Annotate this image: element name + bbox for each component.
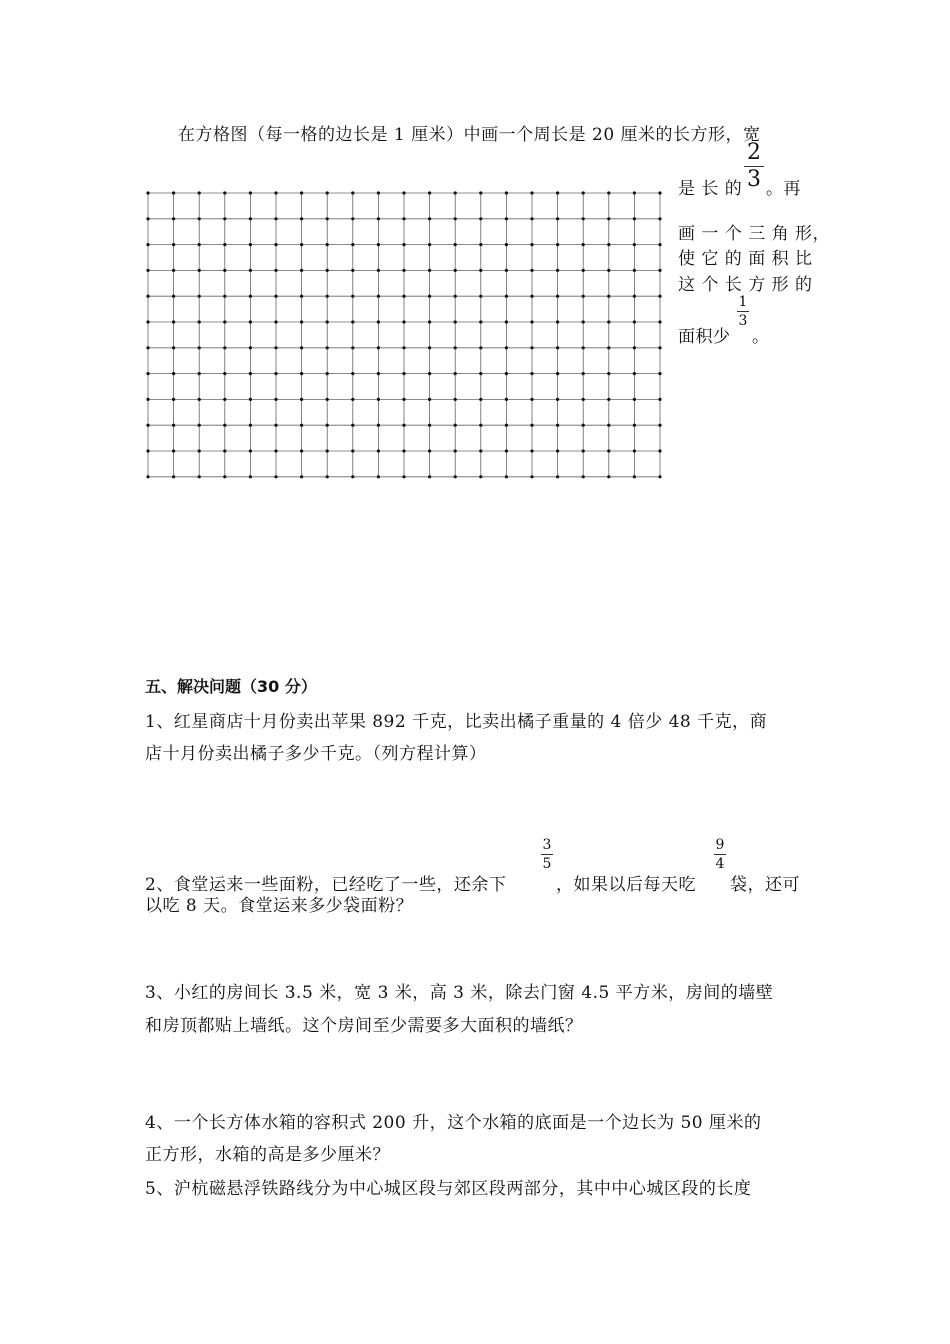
grid-dot[interactable] <box>505 398 508 401</box>
grid-dot[interactable] <box>172 372 175 375</box>
grid-dot[interactable] <box>530 295 533 298</box>
grid-dot[interactable] <box>556 295 559 298</box>
grid-dot[interactable] <box>658 372 661 375</box>
grid-dot[interactable] <box>172 191 175 194</box>
grid-dot[interactable] <box>479 217 482 220</box>
grid-dot[interactable] <box>505 295 508 298</box>
grid-dot[interactable] <box>428 243 431 246</box>
grid-dot[interactable] <box>249 295 252 298</box>
grid-dot[interactable] <box>351 346 354 349</box>
grid-dot[interactable] <box>402 372 405 375</box>
fraction-numerator: 1 <box>738 294 748 310</box>
grid-dot[interactable] <box>658 398 661 401</box>
fraction-one-third <box>737 295 749 328</box>
grid-dot[interactable] <box>479 449 482 452</box>
grid-dot[interactable] <box>582 475 585 478</box>
grid-dot[interactable] <box>607 475 610 478</box>
grid-dot[interactable] <box>300 398 303 401</box>
grid-dot[interactable] <box>582 449 585 452</box>
grid-dot[interactable] <box>223 243 226 246</box>
grid-dot[interactable] <box>428 475 431 478</box>
grid-dot[interactable] <box>454 269 457 272</box>
grid-problem-line5: 这 个 长 方 形 的 <box>678 275 813 295</box>
grid-dot[interactable] <box>607 398 610 401</box>
grid-dot[interactable] <box>300 424 303 427</box>
square-grid[interactable] <box>140 185 670 485</box>
grid-dot[interactable] <box>198 269 201 272</box>
grid-dot[interactable] <box>326 372 329 375</box>
grid-dot[interactable] <box>198 320 201 323</box>
grid-dot[interactable] <box>530 372 533 375</box>
grid-dot[interactable] <box>530 243 533 246</box>
grid-dot[interactable] <box>249 217 252 220</box>
grid-dot[interactable] <box>633 243 636 246</box>
grid-dot[interactable] <box>351 424 354 427</box>
grid-dot[interactable] <box>377 269 380 272</box>
grid-dot[interactable] <box>505 372 508 375</box>
grid-dot[interactable] <box>377 346 380 349</box>
grid-dot[interactable] <box>249 320 252 323</box>
grid-dot[interactable] <box>351 191 354 194</box>
question-2-mid: ，如果以后每天吃 <box>556 875 696 895</box>
question-1-line1: 1、红星商店十月份卖出苹果 892 千克，比卖出橘子重量的 4 倍少 48 千克，商 <box>145 712 768 732</box>
grid-dot[interactable] <box>377 320 380 323</box>
grid-dot[interactable] <box>223 191 226 194</box>
grid-dot[interactable] <box>607 217 610 220</box>
grid-dot[interactable] <box>172 424 175 427</box>
grid-dot[interactable] <box>198 449 201 452</box>
grid-dot[interactable] <box>428 217 431 220</box>
grid-dot[interactable] <box>454 372 457 375</box>
grid-dot[interactable] <box>607 269 610 272</box>
fraction-numerator: 3 <box>542 837 552 853</box>
grid-dot[interactable] <box>479 475 482 478</box>
grid-dot[interactable] <box>249 475 252 478</box>
grid-dot[interactable] <box>274 217 277 220</box>
grid-dot[interactable] <box>402 269 405 272</box>
question-3-line2: 和房顶都贴上墙纸。这个房间至少需要多大面积的墙纸？ <box>145 1016 583 1036</box>
grid-dot[interactable] <box>479 191 482 194</box>
grid-dot[interactable] <box>658 475 661 478</box>
grid-dot[interactable] <box>351 217 354 220</box>
grid-dot[interactable] <box>556 398 559 401</box>
grid-dot[interactable] <box>300 269 303 272</box>
grid-problem-line6-pre: 面积少 <box>678 327 731 347</box>
grid-dot[interactable] <box>402 346 405 349</box>
grid-dot[interactable] <box>377 191 380 194</box>
grid-dot[interactable] <box>300 475 303 478</box>
grid-dot[interactable] <box>351 449 354 452</box>
grid-dot[interactable] <box>505 243 508 246</box>
grid-dot[interactable] <box>172 295 175 298</box>
grid-dot[interactable] <box>582 320 585 323</box>
grid-problem-line3: 画 一 个 三 角 形， <box>678 224 831 244</box>
grid-dot[interactable] <box>300 217 303 220</box>
grid-dot[interactable] <box>274 346 277 349</box>
grid-dot[interactable] <box>249 346 252 349</box>
grid-dot[interactable] <box>172 243 175 246</box>
grid-dot[interactable] <box>607 295 610 298</box>
grid-dot[interactable] <box>402 243 405 246</box>
grid-dot[interactable] <box>274 243 277 246</box>
fraction-denominator: 3 <box>747 167 761 192</box>
grid-problem-line1: 在方格图（每一格的边长是 1 厘米）中画一个周长是 20 厘米的长方形，宽 <box>178 125 761 145</box>
grid-dot[interactable] <box>454 424 457 427</box>
grid-dot[interactable] <box>223 475 226 478</box>
grid-dot[interactable] <box>326 295 329 298</box>
grid-dot[interactable] <box>274 372 277 375</box>
grid-dot[interactable] <box>146 191 149 194</box>
grid-dot[interactable] <box>274 475 277 478</box>
grid-dot[interactable] <box>582 217 585 220</box>
grid-dot[interactable] <box>658 424 661 427</box>
grid-dot[interactable] <box>249 191 252 194</box>
grid-dot[interactable] <box>607 191 610 194</box>
grid-dot[interactable] <box>428 398 431 401</box>
grid-dot[interactable] <box>274 449 277 452</box>
grid-dot[interactable] <box>582 346 585 349</box>
grid-dot[interactable] <box>326 449 329 452</box>
grid-dot[interactable] <box>300 449 303 452</box>
grid-dot[interactable] <box>556 475 559 478</box>
grid-dot[interactable] <box>172 346 175 349</box>
grid-dot[interactable] <box>428 191 431 194</box>
fraction-denominator: 3 <box>738 313 748 329</box>
grid-dot[interactable] <box>326 346 329 349</box>
grid-dot[interactable] <box>377 295 380 298</box>
grid-dot[interactable] <box>633 372 636 375</box>
fraction-three-fifths <box>541 838 553 871</box>
fraction-denominator: 4 <box>715 856 725 872</box>
grid-dot[interactable] <box>658 449 661 452</box>
grid-dot[interactable] <box>582 398 585 401</box>
grid-dot[interactable] <box>351 269 354 272</box>
grid-dot[interactable] <box>377 475 380 478</box>
grid-dot[interactable] <box>223 346 226 349</box>
grid-dot[interactable] <box>607 424 610 427</box>
grid-dot[interactable] <box>274 295 277 298</box>
grid-dot[interactable] <box>582 372 585 375</box>
grid-dot[interactable] <box>454 243 457 246</box>
fraction-two-thirds <box>744 142 764 191</box>
grid-dot[interactable] <box>633 449 636 452</box>
grid-dot[interactable] <box>402 295 405 298</box>
grid-dot[interactable] <box>658 191 661 194</box>
grid-dot[interactable] <box>402 320 405 323</box>
grid-dot[interactable] <box>530 320 533 323</box>
grid-dot[interactable] <box>223 398 226 401</box>
grid-dot[interactable] <box>607 346 610 349</box>
question-2-pre: 2、食堂运来一些面粉，已经吃了一些，还余下 <box>145 875 507 895</box>
grid-dot[interactable] <box>223 295 226 298</box>
question-2-post: 袋，还可 <box>730 875 800 895</box>
grid-dot[interactable] <box>274 424 277 427</box>
grid-dot[interactable] <box>198 243 201 246</box>
grid-dot[interactable] <box>146 398 149 401</box>
grid-dot[interactable] <box>505 191 508 194</box>
grid-dot[interactable] <box>582 269 585 272</box>
grid-dot[interactable] <box>530 398 533 401</box>
grid-dot[interactable] <box>300 191 303 194</box>
grid-dot[interactable] <box>274 320 277 323</box>
grid-dot[interactable] <box>172 217 175 220</box>
grid-dot[interactable] <box>505 269 508 272</box>
question-4-line2: 正方形，水箱的高是多少厘米？ <box>145 1145 390 1165</box>
grid-dot[interactable] <box>556 346 559 349</box>
grid-dot[interactable] <box>377 217 380 220</box>
grid-dot[interactable] <box>479 295 482 298</box>
grid-dot[interactable] <box>146 295 149 298</box>
grid-dot[interactable] <box>607 372 610 375</box>
grid-dot[interactable] <box>223 372 226 375</box>
grid-dot[interactable] <box>198 475 201 478</box>
grid-problem-line2-post: 。再 <box>766 179 801 199</box>
grid-dot[interactable] <box>582 243 585 246</box>
question-3-line1: 3、小红的房间长 3.5 米，宽 3 米，高 3 米，除去门窗 4.5 平方米，房间的墙壁 <box>145 983 774 1003</box>
grid-dot[interactable] <box>454 295 457 298</box>
grid-dot[interactable] <box>402 449 405 452</box>
grid-dot[interactable] <box>658 217 661 220</box>
fraction-denominator: 5 <box>542 856 552 872</box>
question-5-line1: 5、沪杭磁悬浮铁路线分为中心城区段与郊区段两部分，其中中心城区段的长度 <box>145 1179 752 1199</box>
grid-dot[interactable] <box>351 320 354 323</box>
grid-problem-line4: 使 它 的 面 积 比 <box>678 249 813 269</box>
grid-dot[interactable] <box>479 320 482 323</box>
grid-dot[interactable] <box>428 424 431 427</box>
grid-dot[interactable] <box>198 191 201 194</box>
grid-dot[interactable] <box>505 449 508 452</box>
grid-dot[interactable] <box>249 449 252 452</box>
grid-dot[interactable] <box>274 269 277 272</box>
grid-dot[interactable] <box>607 320 610 323</box>
grid-dot[interactable] <box>198 346 201 349</box>
grid-dot[interactable] <box>198 398 201 401</box>
grid-dot[interactable] <box>326 398 329 401</box>
grid-dot[interactable] <box>146 217 149 220</box>
grid-dot[interactable] <box>402 424 405 427</box>
grid-dot[interactable] <box>223 269 226 272</box>
grid-dot[interactable] <box>172 398 175 401</box>
grid-dot[interactable] <box>479 243 482 246</box>
grid-dot[interactable] <box>479 372 482 375</box>
grid-dot[interactable] <box>223 449 226 452</box>
grid-dot[interactable] <box>198 295 201 298</box>
grid-dot[interactable] <box>274 398 277 401</box>
grid-dot[interactable] <box>172 269 175 272</box>
grid-dot[interactable] <box>223 217 226 220</box>
grid-dot[interactable] <box>556 191 559 194</box>
grid-dot[interactable] <box>300 320 303 323</box>
grid-dot[interactable] <box>172 320 175 323</box>
grid-dot[interactable] <box>505 475 508 478</box>
grid-dot[interactable] <box>658 269 661 272</box>
grid-dot[interactable] <box>479 398 482 401</box>
grid-dot[interactable] <box>326 243 329 246</box>
grid-dot[interactable] <box>198 424 201 427</box>
fraction-numerator: 2 <box>747 140 761 165</box>
grid-dot[interactable] <box>172 449 175 452</box>
grid-dot[interactable] <box>505 346 508 349</box>
grid-dot[interactable] <box>223 320 226 323</box>
grid-dot[interactable] <box>351 475 354 478</box>
grid-dot[interactable] <box>633 475 636 478</box>
grid-dot[interactable] <box>582 424 585 427</box>
grid-dot[interactable] <box>428 449 431 452</box>
grid-dot[interactable] <box>505 320 508 323</box>
grid-dot[interactable] <box>428 320 431 323</box>
grid-dot[interactable] <box>633 346 636 349</box>
grid-dot[interactable] <box>556 320 559 323</box>
grid-dot[interactable] <box>146 269 149 272</box>
grid-dot[interactable] <box>146 424 149 427</box>
fraction-numerator: 9 <box>715 837 725 853</box>
fraction-nine-fourths <box>714 838 726 871</box>
grid-dot[interactable] <box>556 372 559 375</box>
grid-dot[interactable] <box>326 217 329 220</box>
grid-dot[interactable] <box>633 424 636 427</box>
grid-dot[interactable] <box>556 243 559 246</box>
grid-dot[interactable] <box>146 372 149 375</box>
question-2-line2: 以吃 8 天。食堂运来多少袋面粉？ <box>145 896 414 916</box>
grid-dot[interactable] <box>351 243 354 246</box>
question-4-line1: 4、一个长方体水箱的容积式 200 升，这个水箱的底面是一个边长为 50 厘米的 <box>145 1113 762 1133</box>
grid-dot[interactable] <box>530 424 533 427</box>
section-heading: 五、解决问题（30 分） <box>145 677 317 696</box>
grid-dot[interactable] <box>249 424 252 427</box>
grid-dot[interactable] <box>326 269 329 272</box>
grid-problem-line2-pre: 是 长 的 <box>678 179 743 199</box>
grid-dot[interactable] <box>556 424 559 427</box>
grid-dot[interactable] <box>633 269 636 272</box>
grid-dot[interactable] <box>633 320 636 323</box>
grid-dot[interactable] <box>351 295 354 298</box>
grid-dot[interactable] <box>454 217 457 220</box>
grid-dot[interactable] <box>146 320 149 323</box>
grid-dot[interactable] <box>556 217 559 220</box>
question-1-line2: 店十月份卖出橘子多少千克。（列方程计算） <box>145 744 487 764</box>
grid-dot[interactable] <box>428 269 431 272</box>
grid-dot[interactable] <box>326 424 329 427</box>
grid-dot[interactable] <box>146 243 149 246</box>
grid-dot[interactable] <box>530 475 533 478</box>
grid-problem-line6-post: 。 <box>752 327 770 347</box>
grid-dot[interactable] <box>530 191 533 194</box>
grid-dot[interactable] <box>658 295 661 298</box>
grid-dot[interactable] <box>198 372 201 375</box>
grid-dot[interactable] <box>633 191 636 194</box>
grid-dot[interactable] <box>402 398 405 401</box>
grid-dot[interactable] <box>607 243 610 246</box>
grid-dot[interactable] <box>402 475 405 478</box>
grid-dot[interactable] <box>556 269 559 272</box>
grid-dot[interactable] <box>146 475 149 478</box>
grid-dot[interactable] <box>300 346 303 349</box>
grid-dot[interactable] <box>198 217 201 220</box>
grid-dot[interactable] <box>454 398 457 401</box>
grid-dot[interactable] <box>633 398 636 401</box>
grid-dot[interactable] <box>505 217 508 220</box>
grid-dot[interactable] <box>454 449 457 452</box>
grid-dot[interactable] <box>146 449 149 452</box>
grid-dot[interactable] <box>479 346 482 349</box>
grid-dot[interactable] <box>402 191 405 194</box>
grid-dot[interactable] <box>172 475 175 478</box>
grid-dot[interactable] <box>223 424 226 427</box>
grid-dot[interactable] <box>633 295 636 298</box>
grid-dot[interactable] <box>530 217 533 220</box>
grid-dot[interactable] <box>530 449 533 452</box>
grid-dot[interactable] <box>607 449 610 452</box>
grid-dot[interactable] <box>377 243 380 246</box>
grid-dot[interactable] <box>249 243 252 246</box>
grid-dot[interactable] <box>146 346 149 349</box>
grid-dot[interactable] <box>377 398 380 401</box>
grid-dot[interactable] <box>530 269 533 272</box>
grid-dot[interactable] <box>454 320 457 323</box>
grid-dot[interactable] <box>300 243 303 246</box>
grid-dot[interactable] <box>454 475 457 478</box>
grid-dot[interactable] <box>633 217 636 220</box>
grid-dot[interactable] <box>428 372 431 375</box>
grid-dot[interactable] <box>505 424 508 427</box>
grid-dot[interactable] <box>479 424 482 427</box>
grid-dot[interactable] <box>658 243 661 246</box>
grid-dot[interactable] <box>428 295 431 298</box>
grid-dot[interactable] <box>300 372 303 375</box>
grid-dot[interactable] <box>351 398 354 401</box>
grid-dot[interactable] <box>428 346 431 349</box>
grid-dot[interactable] <box>249 372 252 375</box>
grid-dot[interactable] <box>556 449 559 452</box>
grid-dot[interactable] <box>479 269 482 272</box>
grid-dot[interactable] <box>249 398 252 401</box>
grid-dot[interactable] <box>658 320 661 323</box>
grid-dot[interactable] <box>402 217 405 220</box>
grid-dot[interactable] <box>326 320 329 323</box>
grid-dot[interactable] <box>249 269 252 272</box>
grid-dot[interactable] <box>658 346 661 349</box>
grid-dot[interactable] <box>274 191 277 194</box>
grid-dot[interactable] <box>326 475 329 478</box>
grid-dot[interactable] <box>582 191 585 194</box>
grid-dot[interactable] <box>582 295 585 298</box>
grid-dot[interactable] <box>377 424 380 427</box>
grid-dot[interactable] <box>377 449 380 452</box>
grid-dot[interactable] <box>454 191 457 194</box>
grid-dot[interactable] <box>530 346 533 349</box>
grid-dot[interactable] <box>300 295 303 298</box>
grid-dot[interactable] <box>351 372 354 375</box>
grid-dot[interactable] <box>454 346 457 349</box>
grid-dot[interactable] <box>377 372 380 375</box>
grid-dot[interactable] <box>326 191 329 194</box>
